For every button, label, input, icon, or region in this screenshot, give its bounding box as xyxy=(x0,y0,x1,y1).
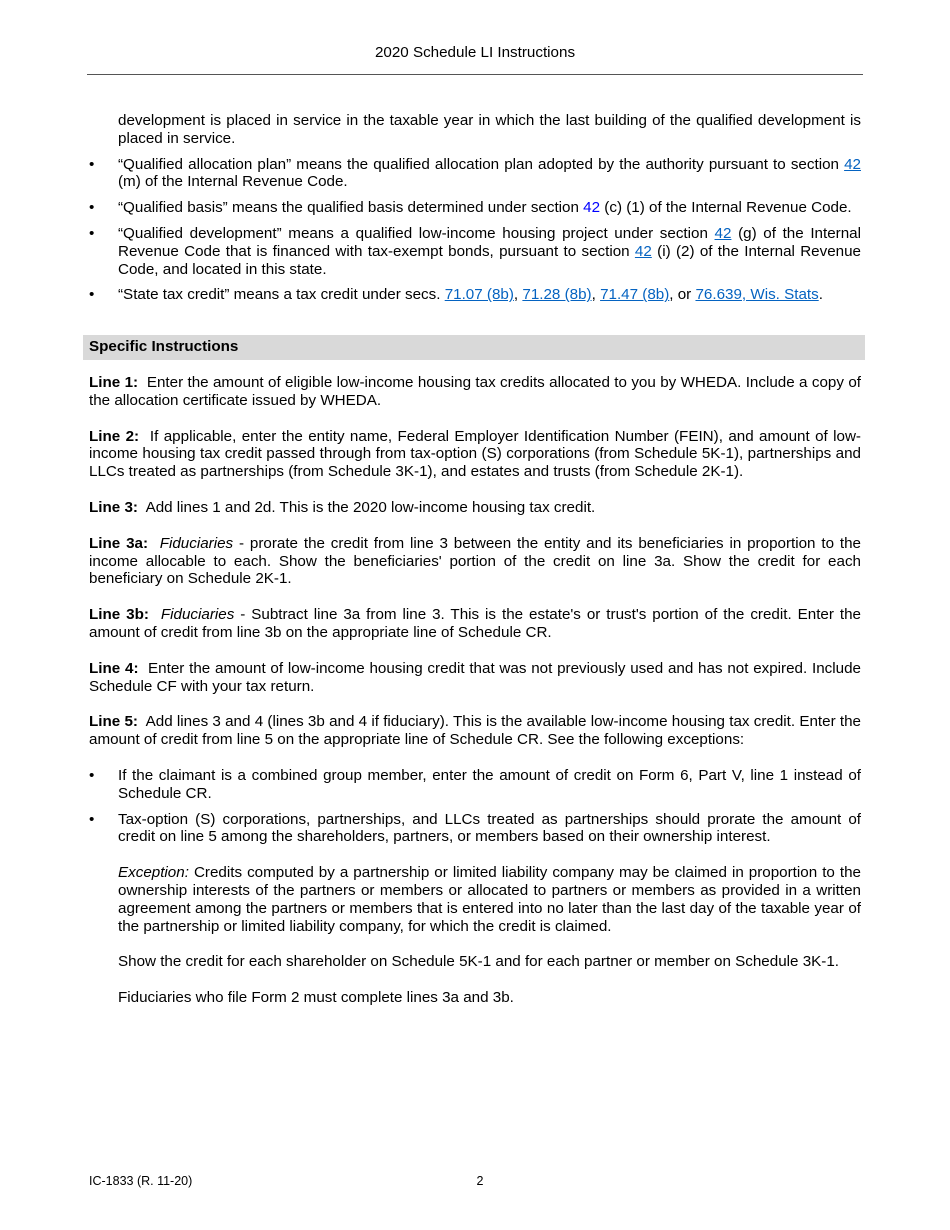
line-instructions xyxy=(89,374,861,1007)
exception-note: Exception: Credits computed by a partnership or limited liability company may be claimed in proportion to the ownership interests of the partners or members or allocated to partners or members as provided in a written agreement among the partners or members that is entered into no later than the last day of the taxable year of the partnership or limited liability company, for which the credit is claimed. xyxy=(118,864,861,935)
line-3a-instruction: Line 3a: Fiduciaries - prorate the credit from line 3 between the entity and its beneficiaries in proportion to the income allocable to each. Show the beneficiaries' portion of the credit on line 3a. Show the credit for each beneficiary on Schedule 2K-1. xyxy=(89,534,861,588)
section-title: Specific Instructions xyxy=(89,338,239,355)
bullet-icon: • xyxy=(89,155,95,173)
line-4-instruction: Line 4: Enter the amount of low-income housing credit that was not previously used and has not expired. Include Schedule CF with your tax return. xyxy=(89,659,861,695)
section-42-link[interactable]: 42 xyxy=(714,224,732,242)
page-header: 2020 Schedule LI Instructions xyxy=(374,44,576,61)
statute-link-71-47[interactable]: 71.47 (8b) xyxy=(600,286,670,304)
line-5-instruction: Line 5: Add lines 3 and 4 (lines 3b and 4 if fiduciary). This is the available low-income housing tax credit. Enter the amount of credit from line 5 on the appropriate line of Schedule CR. See the following exceptions: xyxy=(89,713,862,749)
bullet-icon: • xyxy=(89,810,95,828)
definition-continuation: development is placed in service in the taxable year in which the last building of the qualified development is placed in service. xyxy=(118,112,861,147)
line-3-instruction: Line 3: Add lines 1 and 2d. This is the 2020 low-income housing tax credit. xyxy=(89,498,596,516)
bullet-icon: • xyxy=(89,766,95,784)
note-fiduciaries: Fiduciaries who file Form 2 must complete lines 3a and 3b. xyxy=(118,989,514,1007)
section-42-link[interactable]: 42 xyxy=(844,155,861,173)
line-1-instruction: Line 1: Enter the amount of eligible low-income housing tax credits allocated to you by WHEDA. Include a copy of the allocation certificate issued by WHEDA. xyxy=(89,374,861,409)
exception-item: • If the claimant is a combined group member, enter the amount of credit on Form 6, Part V, line 1 instead of Schedule CR. xyxy=(89,766,861,802)
bullet-icon: • xyxy=(89,224,95,242)
statute-link-76-639[interactable]: 76.639, Wis. Stats xyxy=(695,286,819,304)
form-number: IC-1833 (R. 11-20) xyxy=(89,1174,193,1188)
definitions-list xyxy=(89,112,861,304)
section-42-reference: 42 xyxy=(583,199,601,217)
bullet-icon: • xyxy=(89,199,95,217)
exception-item: • Tax-option (S) corporations, partnerships, and LLCs treated as partnerships should prorate the amount of credit on line 5 among the shareholders, partners, or members based on their ownership interest. xyxy=(89,810,861,846)
statute-link-71-28[interactable]: 71.28 (8b) xyxy=(522,286,592,304)
line-2-instruction: Line 2: If applicable, enter the entity name, Federal Employer Identification Number (FEIN), and amount of low-income housing tax credit passed through from tax-option (S) corporations (from Schedule 5K-1), partnerships and LLCs treated as partnerships (from Schedule 3K-1), and estates and trusts (from Schedule 2K-1). xyxy=(89,427,861,481)
bullet-icon: • xyxy=(89,286,95,304)
definition-item: • “State tax credit” means a tax credit under secs. 71.07 (8b), 71.28 (8b), 71.47 (8b), or 76.639, Wis. Stats. xyxy=(89,286,823,304)
definition-item: • “Qualified basis” means the qualified basis determined under section 42 (c) (1) of the Internal Revenue Code. xyxy=(89,199,852,217)
statute-link-71-07[interactable]: 71.07 (8b) xyxy=(444,286,514,304)
note-schedule-k1: Show the credit for each shareholder on Schedule 5K-1 and for each partner or member on Schedule 3K-1. xyxy=(118,953,839,971)
page-number: 2 xyxy=(476,1174,484,1188)
section-42-link[interactable]: 42 xyxy=(634,242,652,260)
line-3b-instruction: Line 3b: Fiduciaries - Subtract line 3a from line 3. This is the estate's or trust's portion of the credit. Enter the amount of credit from line 3b on the appropriate line of Schedule CR. xyxy=(89,606,861,641)
definition-item: • “Qualified allocation plan” means the qualified allocation plan adopted by the authority pursuant to section 42 (m) of the Internal Revenue Code. xyxy=(89,155,861,191)
header-divider xyxy=(87,74,863,75)
definition-item: • “Qualified development” means a qualified low-income housing project under section 42 (g) of the Internal Revenue Code that is financed with tax-exempt bonds, pursuant to section 42 (i) (2) of the Internal Revenue Code, and located in this state. xyxy=(89,224,862,278)
